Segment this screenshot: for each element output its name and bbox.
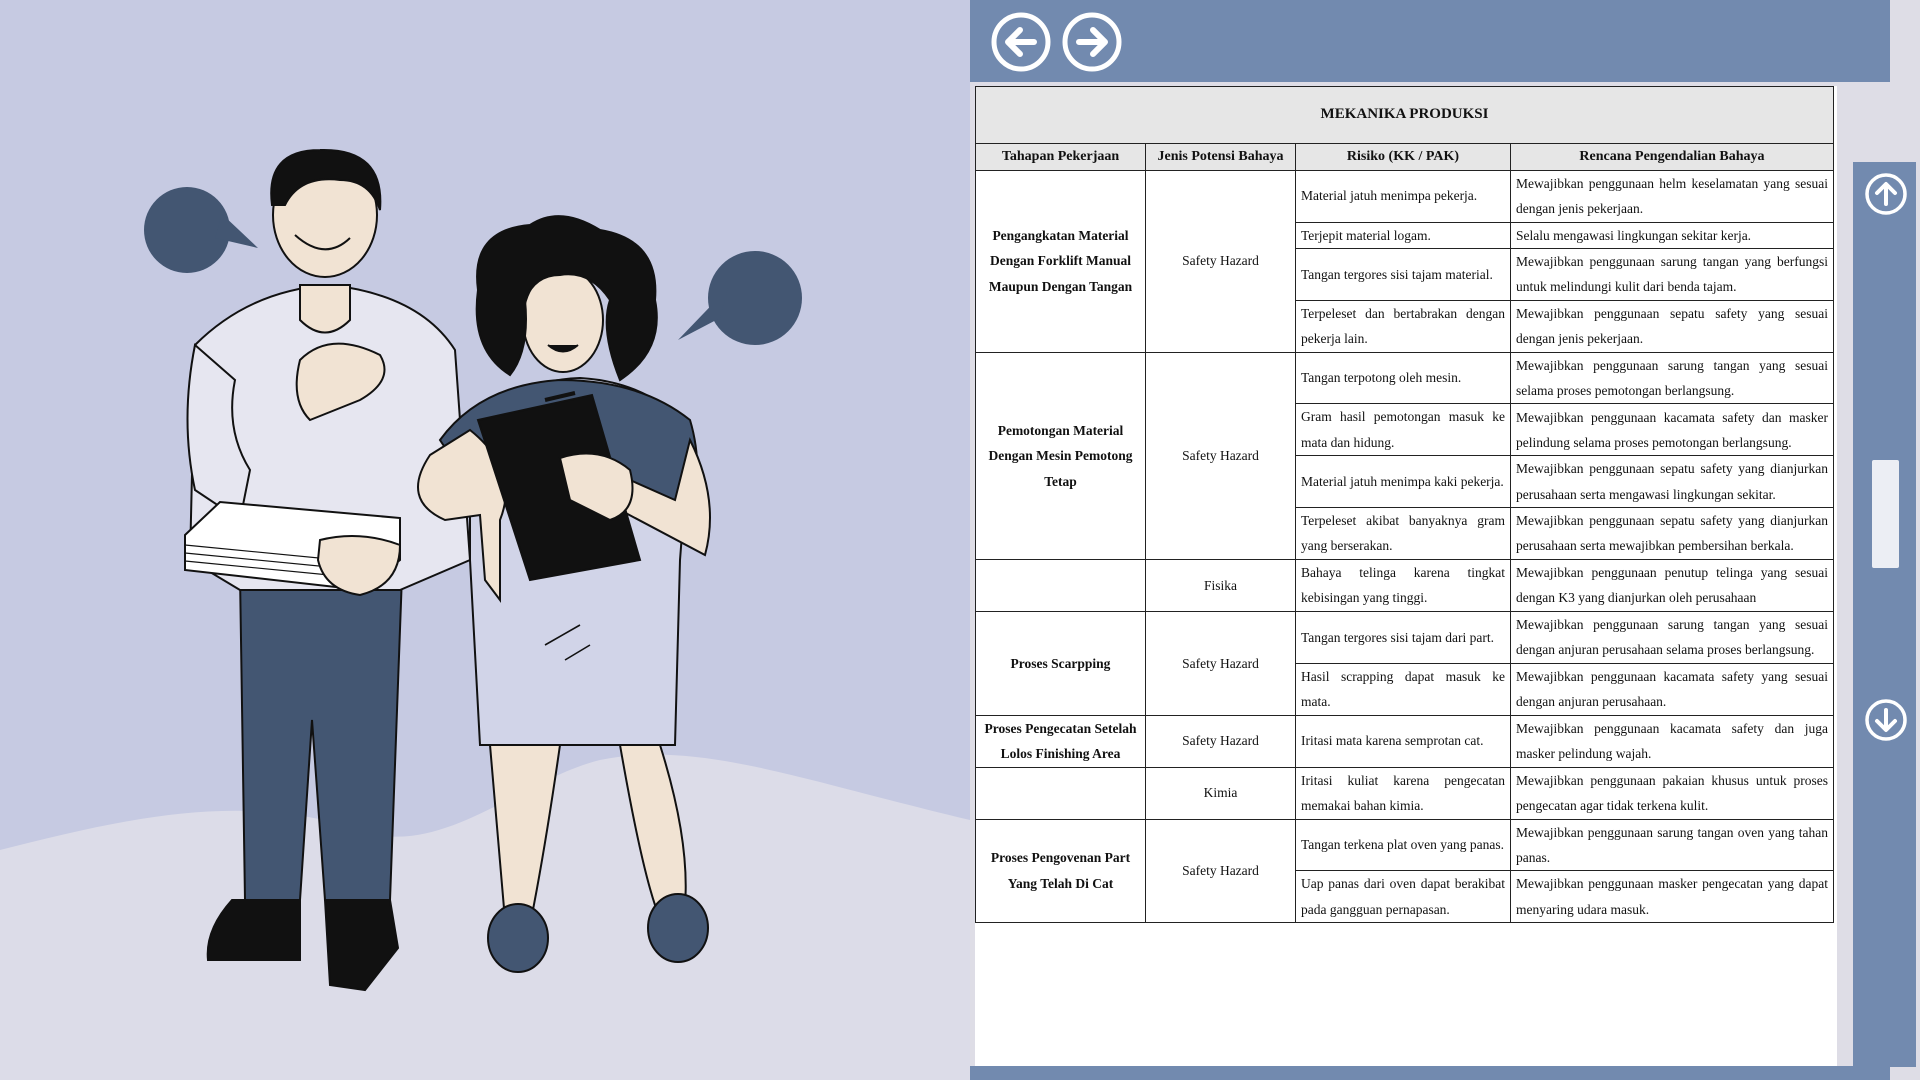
hazard-table bbox=[975, 86, 1834, 923]
stage-cell: Pemotongan Material Dengan Mesin Pemotong Tetap bbox=[976, 352, 1146, 559]
document-page bbox=[975, 86, 1837, 1066]
risk-cell: Tangan tergores sisi tajam material. bbox=[1296, 249, 1511, 301]
speech-bubble-right bbox=[678, 251, 802, 345]
hazard-cell: Safety Hazard bbox=[1146, 611, 1296, 715]
column-header: Tahapan Pekerjaan bbox=[976, 144, 1146, 171]
hazard-cell: Safety Hazard bbox=[1146, 170, 1296, 352]
scroll-down-button[interactable] bbox=[1864, 698, 1908, 742]
control-cell: Mewajibkan penggunaan sarung tangan yang sesuai dengan anjuran perusahaan selama proses berlangsung. bbox=[1511, 611, 1834, 663]
hazard-cell: Safety Hazard bbox=[1146, 715, 1296, 767]
ground-hill-shape bbox=[0, 755, 970, 1080]
document-title: MEKANIKA PRODUKSI bbox=[976, 87, 1834, 144]
risk-cell: Iritasi mata karena semprotan cat. bbox=[1296, 715, 1511, 767]
control-cell: Mewajibkan penggunaan sepatu safety yang dianjurkan perusahaan serta mengawasi lingkungan sekitar. bbox=[1511, 456, 1834, 508]
table-row bbox=[976, 352, 1834, 404]
hazard-cell: Safety Hazard bbox=[1146, 352, 1296, 559]
control-cell: Mewajibkan penggunaan masker pengecatan yang dapat menyaring udara masuk. bbox=[1511, 871, 1834, 923]
control-cell: Mewajibkan penggunaan sepatu safety yang dianjurkan perusahaan serta mewajibkan pembersihan berkala. bbox=[1511, 507, 1834, 559]
arrow-up-circle-icon bbox=[1864, 172, 1908, 216]
table-row bbox=[976, 611, 1834, 663]
arrow-left-circle-icon bbox=[990, 11, 1052, 73]
control-cell: Mewajibkan penggunaan kacamata safety dan masker pelindung selama proses pemotongan berlangsung. bbox=[1511, 404, 1834, 456]
risk-cell: Bahaya telinga karena tingkat kebisingan yang tinggi. bbox=[1296, 559, 1511, 611]
top-nav-bar bbox=[970, 0, 1890, 82]
control-cell: Mewajibkan penggunaan sepatu safety yang sesuai dengan jenis pekerjaan. bbox=[1511, 300, 1834, 352]
scrollbar-thumb[interactable] bbox=[1872, 460, 1899, 568]
table-row bbox=[976, 559, 1834, 611]
content-panel bbox=[970, 0, 1920, 1080]
table-row bbox=[976, 819, 1834, 871]
control-cell: Mewajibkan penggunaan pakaian khusus untuk proses pengecatan agar tidak terkena kulit. bbox=[1511, 767, 1834, 819]
back-button[interactable] bbox=[990, 11, 1052, 73]
risk-cell: Gram hasil pemotongan masuk ke mata dan hidung. bbox=[1296, 404, 1511, 456]
control-cell: Mewajibkan penggunaan sarung tangan oven yang tahan panas. bbox=[1511, 819, 1834, 871]
hazard-cell: Fisika bbox=[1146, 559, 1296, 611]
scroll-up-button[interactable] bbox=[1864, 172, 1908, 216]
bottom-bar bbox=[970, 1066, 1890, 1080]
forward-button[interactable] bbox=[1061, 11, 1123, 73]
risk-cell: Terpeleset dan bertabrakan dengan pekerja lain. bbox=[1296, 300, 1511, 352]
stage-cell: Pengangkatan Material Dengan Forklift Manual Maupun Dengan Tangan bbox=[976, 170, 1146, 352]
column-header: Jenis Potensi Bahaya bbox=[1146, 144, 1296, 171]
column-header: Rencana Pengendalian Bahaya bbox=[1511, 144, 1834, 171]
risk-cell: Tangan terpotong oleh mesin. bbox=[1296, 352, 1511, 404]
stage-cell: Proses Pengovenan Part Yang Telah Di Cat bbox=[976, 819, 1146, 923]
column-header: Risiko (KK / PAK) bbox=[1296, 144, 1511, 171]
hazard-cell: Safety Hazard bbox=[1146, 819, 1296, 923]
risk-cell: Tangan terkena plat oven yang panas. bbox=[1296, 819, 1511, 871]
risk-cell: Material jatuh menimpa kaki pekerja. bbox=[1296, 456, 1511, 508]
control-cell: Mewajibkan penggunaan kacamata safety dan juga masker pelindung wajah. bbox=[1511, 715, 1834, 767]
control-cell: Selalu mengawasi lingkungan sekitar kerja. bbox=[1511, 222, 1834, 249]
control-cell: Mewajibkan penggunaan sarung tangan yang sesuai selama proses pemotongan berlangsung. bbox=[1511, 352, 1834, 404]
table-row bbox=[976, 170, 1834, 222]
risk-cell: Uap panas dari oven dapat berakibat pada gangguan pernapasan. bbox=[1296, 871, 1511, 923]
scroll-rail bbox=[1853, 162, 1916, 1067]
control-cell: Mewajibkan penggunaan kacamata safety yang sesuai dengan anjuran perusahaan. bbox=[1511, 663, 1834, 715]
risk-cell: Terjepit material logam. bbox=[1296, 222, 1511, 249]
risk-cell: Material jatuh menimpa pekerja. bbox=[1296, 170, 1511, 222]
risk-cell: Iritasi kuliat karena pengecatan memakai bahan kimia. bbox=[1296, 767, 1511, 819]
stage-cell: Proses Scarpping bbox=[976, 611, 1146, 715]
risk-cell: Hasil scrapping dapat masuk ke mata. bbox=[1296, 663, 1511, 715]
table-row bbox=[976, 767, 1834, 819]
control-cell: Mewajibkan penggunaan helm keselamatan yang sesuai dengan jenis pekerjaan. bbox=[1511, 170, 1834, 222]
table-row bbox=[976, 715, 1834, 767]
control-cell: Mewajibkan penggunaan sarung tangan yang berfungsi untuk melindungi kulit dari benda tajam. bbox=[1511, 249, 1834, 301]
stage-cell: Proses Pengecatan Setelah Lolos Finishing Area bbox=[976, 715, 1146, 767]
speech-bubble-left bbox=[144, 187, 258, 273]
arrow-right-circle-icon bbox=[1061, 11, 1123, 73]
hazard-cell: Kimia bbox=[1146, 767, 1296, 819]
stage-cell bbox=[976, 767, 1146, 819]
risk-cell: Tangan tergores sisi tajam dari part. bbox=[1296, 611, 1511, 663]
stage-cell bbox=[976, 559, 1146, 611]
arrow-down-circle-icon bbox=[1864, 698, 1908, 742]
control-cell: Mewajibkan penggunaan penutup telinga yang sesuai dengan K3 yang dianjurkan oleh perusahaan bbox=[1511, 559, 1834, 611]
risk-cell: Terpeleset akibat banyaknya gram yang berserakan. bbox=[1296, 507, 1511, 559]
